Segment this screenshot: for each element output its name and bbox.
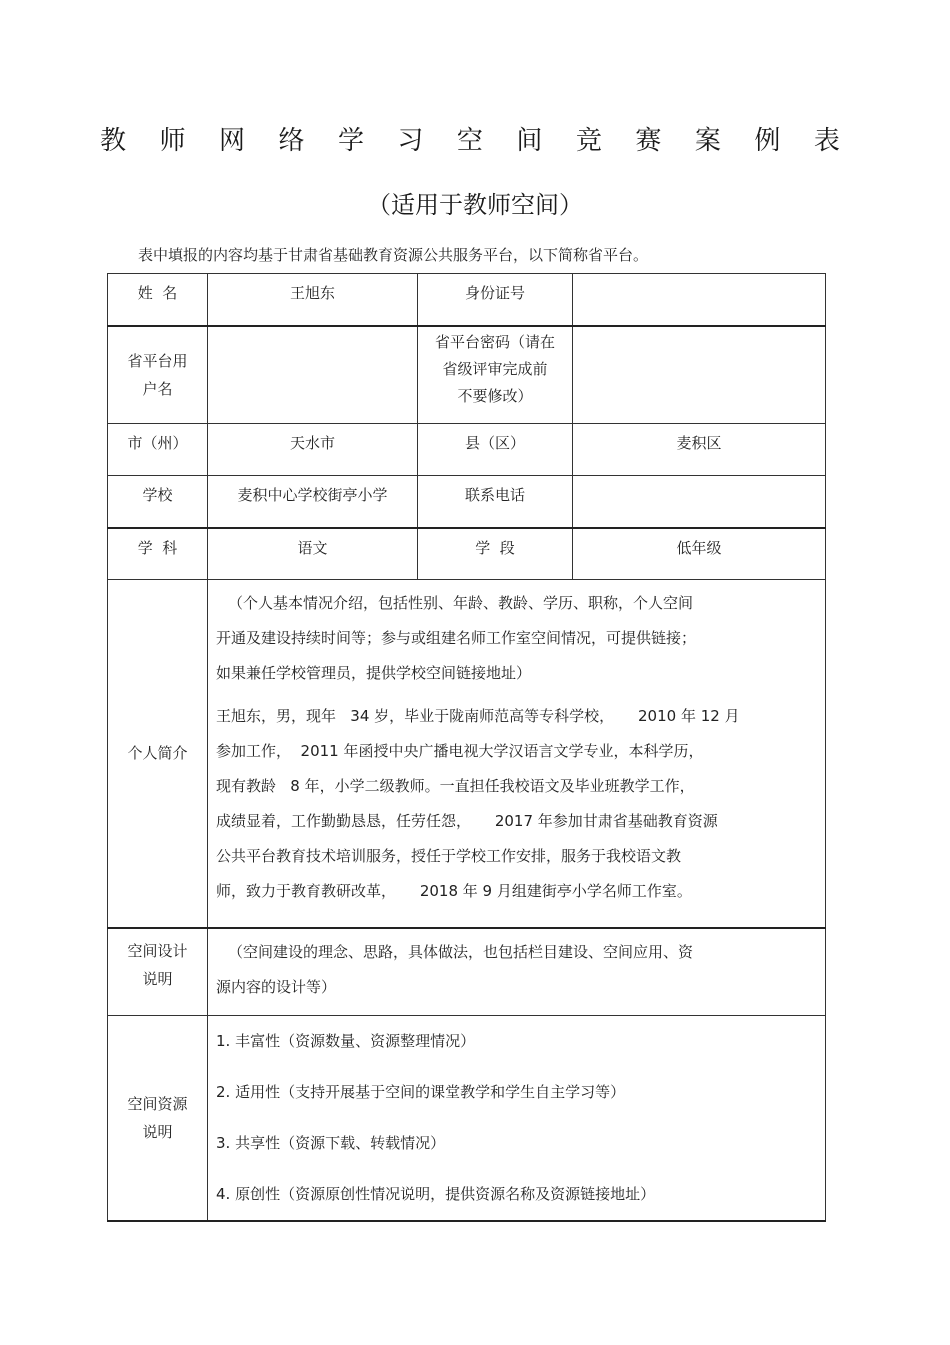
profile-hint-line: 开通及建设持续时间等；参与或组建名师工作室空间情况，可提供链接；	[216, 629, 697, 647]
table-row	[108, 528, 826, 580]
title-char: 竞	[575, 126, 602, 156]
table-row	[108, 424, 826, 476]
design-label	[108, 928, 208, 1016]
table-row	[108, 274, 826, 326]
design-hint-line: 源内容的设计等）	[216, 977, 337, 996]
subject-value: 语文	[208, 528, 418, 580]
username-label	[108, 326, 208, 424]
profile-body-line: 公共平台教育技术培训服务，授任于学校工作安排，服务于我校语文教	[216, 847, 682, 865]
design-label-line: 说明	[142, 969, 173, 988]
city-value: 天水市	[208, 424, 418, 476]
resources-label	[108, 1016, 208, 1222]
name-label: 姓 名	[108, 274, 208, 326]
password-label-line: 省平台密码（请在	[434, 332, 555, 351]
title-char: 学	[337, 126, 364, 156]
username-label-line: 户名	[142, 379, 173, 398]
profile-body-line: 现有教龄 8 年，小学二级教师。一直担任我校语文及毕业班教学工作，	[216, 777, 695, 795]
resources-item: 1. 丰富性（资源数量、资源整理情况）	[216, 1032, 476, 1050]
password-value	[573, 326, 826, 424]
password-label-line: 不要修改）	[457, 386, 533, 405]
username-label-line: 省平台用	[127, 351, 188, 370]
school-label: 学校	[108, 476, 208, 528]
title-char: 络	[278, 126, 305, 156]
intro-text: 表中填报的内容均基于甘肃省基础教育资源公共服务平台，以下简称省平台。	[138, 246, 649, 264]
table-row	[108, 326, 826, 424]
table-row	[108, 928, 826, 1016]
design-hint-line: （空间建设的理念、思路，具体做法，也包括栏目建设、空间应用、资	[228, 942, 694, 961]
id-label: 身份证号	[418, 274, 573, 326]
profile-label: 个人简介	[108, 580, 208, 928]
subject-label: 学 科	[108, 528, 208, 580]
title-char: 空	[456, 126, 483, 156]
title-char: 间	[516, 126, 543, 156]
grade-label: 学 段	[418, 528, 573, 580]
title-char: 网	[218, 126, 245, 156]
profile-body-line: 参加工作， 2011 年函授中央广播电视大学汉语言文学专业，本科学历，	[216, 742, 704, 760]
table-row	[108, 476, 826, 528]
password-label-line: 省级评审完成前	[442, 359, 548, 378]
resources-content	[208, 1016, 826, 1222]
title-char: 习	[397, 126, 424, 156]
profile-body-line: 成绩显着，工作勤勤恳恳，任劳任怨， 2017 年参加甘肃省基础教育资源	[216, 812, 718, 830]
profile-hint-line: 如果兼任学校管理员，提供学校空间链接地址）	[216, 664, 532, 682]
application-form-table	[107, 273, 826, 1222]
username-value	[208, 326, 418, 424]
profile-content	[208, 580, 826, 928]
county-value: 麦积区	[573, 424, 826, 476]
design-label-line: 空间设计	[127, 941, 188, 960]
resources-label-line: 说明	[142, 1123, 173, 1141]
resources-item: 4. 原创性（资源原创性情况说明，提供资源名称及资源链接地址）	[216, 1185, 656, 1203]
document-subtitle: （适用于教师空间）	[367, 191, 583, 219]
city-label: 市（州）	[108, 424, 208, 476]
grade-value: 低年级	[573, 528, 826, 580]
profile-body-line: 师，致力于教育教研改革， 2018 年 9 月组建街亭小学名师工作室。	[216, 882, 692, 900]
title-char: 案	[694, 126, 721, 156]
table-row	[108, 1016, 826, 1222]
document-title	[100, 120, 840, 157]
profile-body-line: 王旭东，男，现年 34 岁，毕业于陇南师范高等专科学校， 2010 年 12 月	[216, 707, 740, 725]
name-value: 王旭东	[208, 274, 418, 326]
title-char: 例	[754, 126, 781, 156]
county-label: 县（区）	[418, 424, 573, 476]
resources-label-line: 空间资源	[127, 1095, 188, 1113]
id-value	[573, 274, 826, 326]
phone-label: 联系电话	[418, 476, 573, 528]
title-char: 赛	[635, 126, 662, 156]
title-char: 师	[159, 126, 186, 156]
resources-item: 2. 适用性（支持开展基于空间的课堂教学和学生自主学习等）	[216, 1083, 626, 1101]
school-value: 麦积中心学校街亭小学	[208, 476, 418, 528]
title-char: 教	[100, 126, 127, 156]
resources-item: 3. 共享性（资源下载、转载情况）	[216, 1134, 446, 1152]
design-content	[208, 928, 826, 1016]
table-row	[108, 580, 826, 928]
profile-hint-line: （个人基本情况介绍，包括性别、年龄、教龄、学历、职称，个人空间	[228, 594, 694, 612]
phone-value	[573, 476, 826, 528]
password-label	[418, 326, 573, 424]
title-char: 表	[813, 126, 840, 156]
